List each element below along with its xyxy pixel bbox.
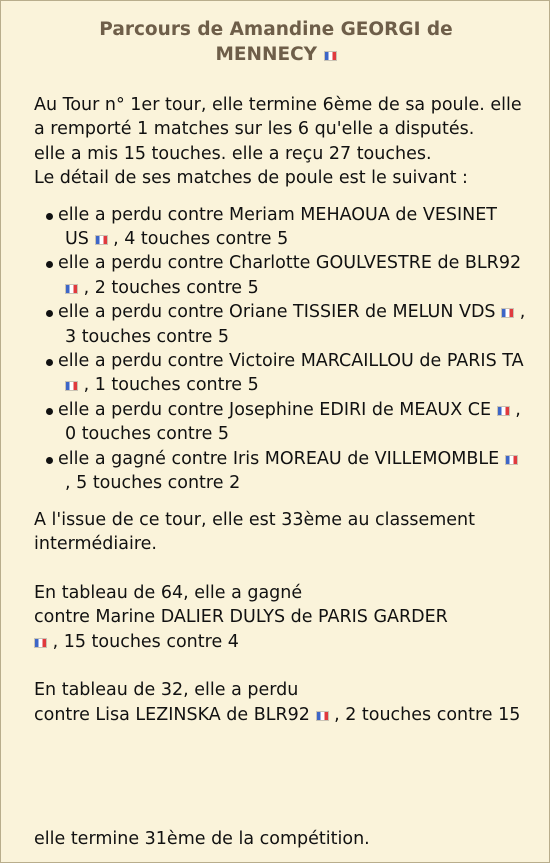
france-flag-icon [501,308,514,318]
bullet-icon [46,310,53,317]
tableau-64-score: , 15 touches contre 4 [52,631,239,652]
match-score: , 2 touches contre 5 [83,277,259,298]
bullet-icon [46,359,53,366]
match-score: , 1 touches contre 5 [83,375,259,396]
france-flag-icon [316,711,329,721]
bullet-icon [46,261,53,268]
tableau-64-heading: En tableau de 64, elle a gagné [34,582,303,603]
match-text: elle a perdu contre Victoire MARCAILLOU de PARIS TA [58,351,524,372]
bullet-icon [46,457,53,464]
france-flag-icon [65,381,78,391]
classement-text: A l'issue de ce tour, elle est 33ème au classement intermédiaire. [34,509,475,554]
spacer [34,654,534,678]
tableau-32-heading: En tableau de 32, elle a perdu [34,680,299,701]
match-text: elle a gagné contre Iris MOREAU de VILLEMOMBLE [58,448,500,469]
match-text: elle a perdu contre Josephine EDIRI de MEAUX CE [58,399,492,420]
list-item [34,203,534,252]
results-body [34,93,534,727]
france-flag-icon [505,455,518,465]
france-flag-icon [324,51,337,61]
bullet-icon [46,213,53,220]
list-item [34,300,534,349]
list-item [34,398,534,447]
touches-summary: elle a mis 15 touches. elle a reçu 27 touches. [34,143,432,164]
france-flag-icon [34,638,47,648]
bullet-icon [46,408,53,415]
spacer [34,556,534,580]
page-title [31,17,521,67]
tour-summary-text: Au Tour n° 1er tour, elle termine 6ème de sa poule. elle a remporté 1 matches sur les 6 qu'elle a disputés. [34,95,522,140]
tableau-32-score: , 2 touches contre 15 [334,704,521,725]
match-score: , 5 touches contre 2 [65,473,241,494]
match-text: elle a perdu contre Meriam MEHAOUA de VESINET US [58,204,497,250]
title-text: Parcours de Amandine GEORGI de [99,19,453,40]
tableau-32-result [34,678,534,727]
tableau-64-result [34,581,534,654]
pool-detail-intro: Le détail de ses matches de poule est le suivant : [34,168,468,189]
france-flag-icon [95,235,108,245]
list-item [34,349,534,398]
title-club: MENNECY [215,44,318,65]
match-score: , 3 touches contre 5 [65,302,526,347]
match-score: , 4 touches contre 5 [113,229,289,250]
tour-summary [34,93,534,191]
match-text: elle a perdu contre Charlotte GOULVESTRE de BLR92 [58,253,522,274]
tableau-64-opponent: contre Marine DALIER DULYS de PARIS GARDER [34,607,448,628]
list-item [34,447,534,496]
list-item [34,251,534,300]
france-flag-icon [497,406,510,416]
match-score: , 0 touches contre 5 [65,399,521,445]
tableau-32-opponent: contre Lisa LEZINSKA de BLR92 [34,704,310,725]
france-flag-icon [65,284,78,294]
pool-match-list [34,203,534,496]
final-ranking: elle termine 31ème de la compétition. [34,829,370,849]
match-text: elle a perdu contre Oriane TISSIER de MELUN VDS [58,302,496,323]
